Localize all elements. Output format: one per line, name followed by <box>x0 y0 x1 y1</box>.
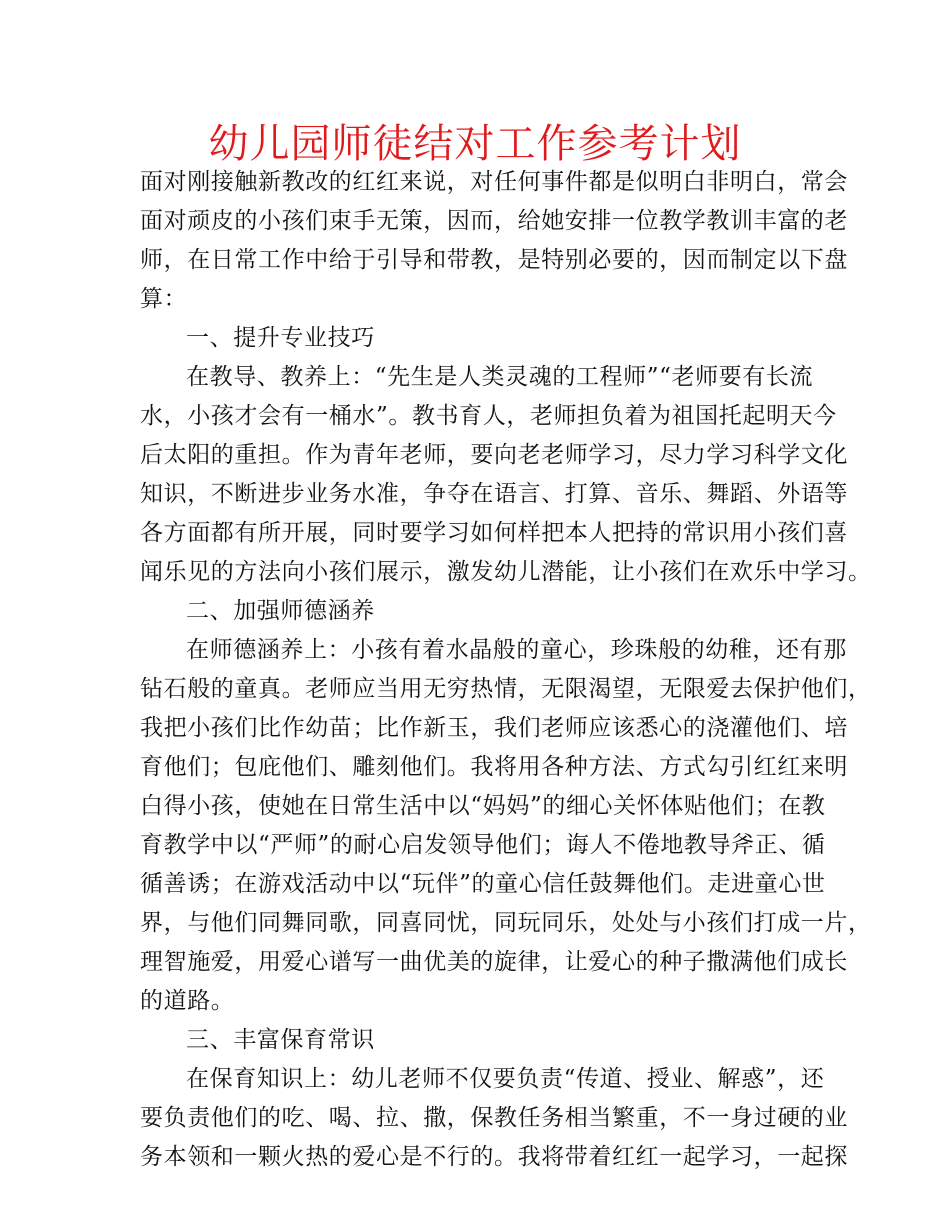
paragraph-line: 理智施爱，用爱心谱写一曲优美的旋律，让爱心的种子撒满他们成长 <box>140 949 848 975</box>
paragraph-line: 后太阳的重担。作为青年老师，要向老老师学习，尽力学习科学文化 <box>140 442 848 468</box>
paragraph-line: 我把小孩们比作幼苗；比作新玉，我们老师应该悉心的浇灌他们、培 <box>140 715 848 741</box>
paragraph-line: 面对刚接触新教改的红红来说，对任何事件都是似明白非明白，常会 <box>140 169 848 195</box>
document-title: 幼儿园师徒结对工作参考计划 <box>208 121 742 167</box>
paragraph-line: 的道路。 <box>140 988 235 1014</box>
paragraph-line: 白得小孩，使她在日常生活中以“妈妈”的细心关怀体贴他们；在教 <box>140 793 826 819</box>
paragraph-line: 育教学中以“严师”的耐心启发领导他们；诲人不倦地教导斧正、循 <box>140 832 826 858</box>
paragraph-line: 知识，不断进步业务水准，争夺在语言、打算、音乐、舞蹈、外语等 <box>140 481 848 507</box>
paragraph-line: 要负责他们的吃、喝、拉、撒，保教任务相当繁重，不一身过硬的业 <box>140 1105 848 1131</box>
paragraph-line: 界，与他们同舞同歌，同喜同忧，同玩同乐，处处与小孩们打成一片， <box>140 910 872 936</box>
paragraph-line: 闻乐见的方法向小孩们展示，激发幼儿潜能，让小孩们在欢乐中学习。 <box>140 559 872 585</box>
paragraph-line: 在师德涵养上：小孩有着水晶般的童心，珍珠般的幼稚，还有那 <box>186 637 847 663</box>
section-heading: 三、丰富保育常识 <box>186 1027 375 1053</box>
paragraph-line: 各方面都有所开展，同时要学习如何样把本人把持的常识用小孩们喜 <box>140 520 848 546</box>
paragraph-line: 师，在日常工作中给于引导和带教，是特别必要的，因而制定以下盘 <box>140 247 848 273</box>
paragraph-line: 面对顽皮的小孩们束手无策，因而，给她安排一位教学教训丰富的老 <box>140 208 848 234</box>
section-heading: 一、提升专业技巧 <box>186 325 375 351</box>
section-heading: 二、加强师德涵养 <box>186 598 375 624</box>
paragraph-line: 育他们；包庇他们、雕刻他们。我将用各种方法、方式勾引红红来明 <box>140 754 848 780</box>
paragraph-line: 在教导、教养上：“先生是人类灵魂的工程师”“老师要有长流 <box>186 364 814 390</box>
paragraph-line: 钻石般的童真。老师应当用无穷热情，无限渴望，无限爱去保护他们， <box>140 676 872 702</box>
paragraph-line: 算： <box>140 286 188 312</box>
paragraph-line: 循善诱；在游戏活动中以“玩伴”的童心信任鼓舞他们。走进童心世 <box>140 871 826 897</box>
paragraph-line: 水，小孩才会有一桶水”。教书育人，老师担负着为祖国托起明天今 <box>140 403 837 429</box>
paragraph-line: 在保育知识上：幼儿老师不仅要负责“传道、授业、解惑”，还 <box>186 1066 825 1092</box>
paragraph-line: 务本领和一颗火热的爱心是不行的。我将带着红红一起学习，一起探 <box>140 1144 848 1170</box>
